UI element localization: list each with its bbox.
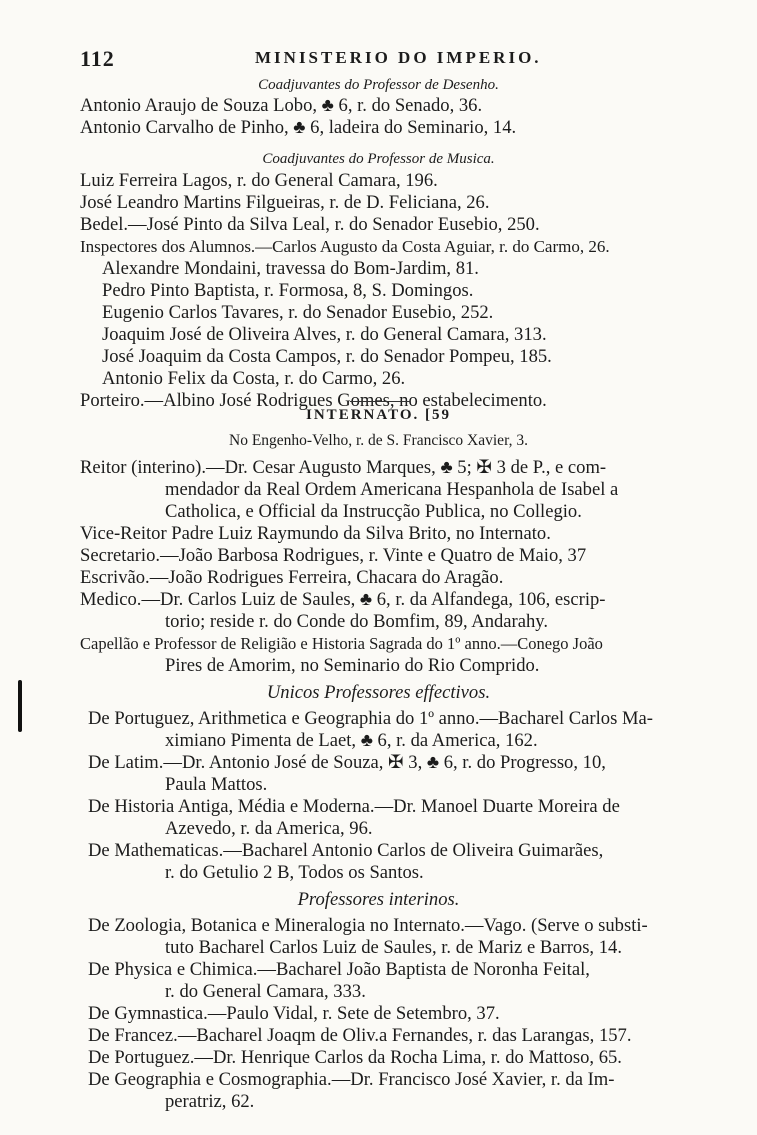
entry-line: De Historia Antiga, Média e Moderna.—Dr. Manoel Duarte Moreira de <box>88 796 620 817</box>
entry-line: Luiz Ferreira Lagos, r. do General Camara, 196. <box>80 170 438 191</box>
entry-line: De Gymnastica.—Paulo Vidal, r. Sete de Setembro, 37. <box>88 1003 500 1024</box>
page-number: 112 <box>80 46 115 71</box>
entry-line: Escrivão.—João Rodrigues Ferreira, Chacara do Aragão. <box>80 567 504 588</box>
entry-line: Vice-Reitor Padre Luiz Raymundo da Silva Brito, no Internato. <box>80 523 551 544</box>
entry-line: De Physica e Chimica.—Bacharel João Baptista de Noronha Feital, <box>88 959 590 980</box>
entry-line: Capellão e Professor de Religião e Historia Sagrada do 1º anno.—Conego João <box>80 634 603 653</box>
entry-line: Porteiro.—Albino José Rodrigues Gomes, no estabelecimento. <box>80 390 547 411</box>
entry-line: De Zoologia, Botanica e Mineralogia no Internato.—Vago. (Serve o substi- <box>88 915 648 936</box>
entry-line: José Leandro Martins Filgueiras, r. de D. Feliciana, 26. <box>80 192 490 213</box>
entry-line: r. do Getulio 2 B, Todos os Santos. <box>165 862 424 883</box>
entry-line: De Portuguez.—Dr. Henrique Carlos da Rocha Lima, r. do Mattoso, 65. <box>88 1047 622 1068</box>
entry-line: De Geographia e Cosmographia.—Dr. Francisco José Xavier, r. da Im- <box>88 1069 615 1090</box>
entry-line: Azevedo, r. da America, 96. <box>165 818 373 839</box>
section-heading: Professores interinos. <box>297 889 460 910</box>
entry-line: torio; reside r. do Conde do Bomfim, 89, Andarahy. <box>165 611 549 632</box>
entry-line: Antonio Carvalho de Pinho, ♣ 6, ladeira do Seminario, 14. <box>80 117 517 138</box>
entry-line: Bedel.—José Pinto da Silva Leal, r. do Senador Eusebio, 250. <box>80 214 540 235</box>
entry-line: Paula Mattos. <box>165 774 268 795</box>
entry-line: José Joaquim da Costa Campos, r. do Senador Pompeu, 185. <box>102 346 552 367</box>
address-line: No Engenho-Velho, r. de S. Francisco Xavier, 3. <box>229 432 528 449</box>
entry-line: Medico.—Dr. Carlos Luiz de Saules, ♣ 6, r. da Alfandega, 106, escrip- <box>80 589 606 610</box>
entry-line: De Francez.—Bacharel Joaqm de Oliv.a Fernandes, r. das Larangas, 157. <box>88 1025 632 1046</box>
entry-line: Eugenio Carlos Tavares, r. do Senador Eusebio, 252. <box>102 302 494 323</box>
entry-line: mendador da Real Ordem Americana Hespanhola de Isabel a <box>165 479 619 500</box>
entry-line: De Mathematicas.—Bacharel Antonio Carlos de Oliveira Guimarães, <box>88 840 604 861</box>
entry-line: Antonio Araujo de Souza Lobo, ♣ 6, r. do Senado, 36. <box>80 95 483 116</box>
section-heading: Coadjuvantes do Professor de Desenho. <box>258 77 499 93</box>
entry-line: Pires de Amorim, no Seminario do Rio Comprido. <box>165 655 540 676</box>
entry-line: tuto Bacharel Carlos Luiz de Saules, r. de Mariz e Barros, 14. <box>165 937 622 958</box>
margin-mark <box>18 680 22 732</box>
divider-rule <box>350 401 410 402</box>
entry-line: peratriz, 62. <box>165 1091 255 1112</box>
entry-line: De Portuguez, Arithmetica e Geographia do 1º anno.—Bacharel Carlos Ma- <box>88 708 653 729</box>
entry-line: Antonio Felix da Costa, r. do Carmo, 26. <box>102 368 406 389</box>
page-header <box>80 46 720 72</box>
section-heading-internato: INTERNATO. [59 <box>306 407 451 423</box>
running-title: MINISTERIO DO IMPERIO. <box>255 48 542 67</box>
entry-line: Secretario.—João Barbosa Rodrigues, r. Vinte e Quatro de Maio, 37 <box>80 545 587 566</box>
entry-line: De Latim.—Dr. Antonio José de Souza, ✠ 3, ♣ 6, r. do Progresso, 10, <box>88 752 606 773</box>
entry-line: Pedro Pinto Baptista, r. Formosa, 8, S. Domingos. <box>102 280 474 301</box>
entry-line: Reitor (interino).—Dr. Cesar Augusto Marques, ♣ 5; ✠ 3 de P., e com- <box>80 457 607 478</box>
entry-line: Catholica, e Official da Instrucção Publica, no Collegio. <box>165 501 582 522</box>
entry-line: Alexandre Mondaini, travessa do Bom-Jardim, 81. <box>102 258 479 279</box>
section-heading: Coadjuvantes do Professor de Musica. <box>262 151 495 167</box>
entry-line: r. do General Camara, 333. <box>165 981 366 1002</box>
entry-line: Inspectores dos Alumnos.—Carlos Augusto da Costa Aguiar, r. do Carmo, 26. <box>80 237 610 256</box>
entry-line: Joaquim José de Oliveira Alves, r. do General Camara, 313. <box>102 324 547 345</box>
entry-line: ximiano Pimenta de Laet, ♣ 6, r. da America, 162. <box>165 730 538 751</box>
section-heading: Unicos Professores effectivos. <box>266 682 491 703</box>
